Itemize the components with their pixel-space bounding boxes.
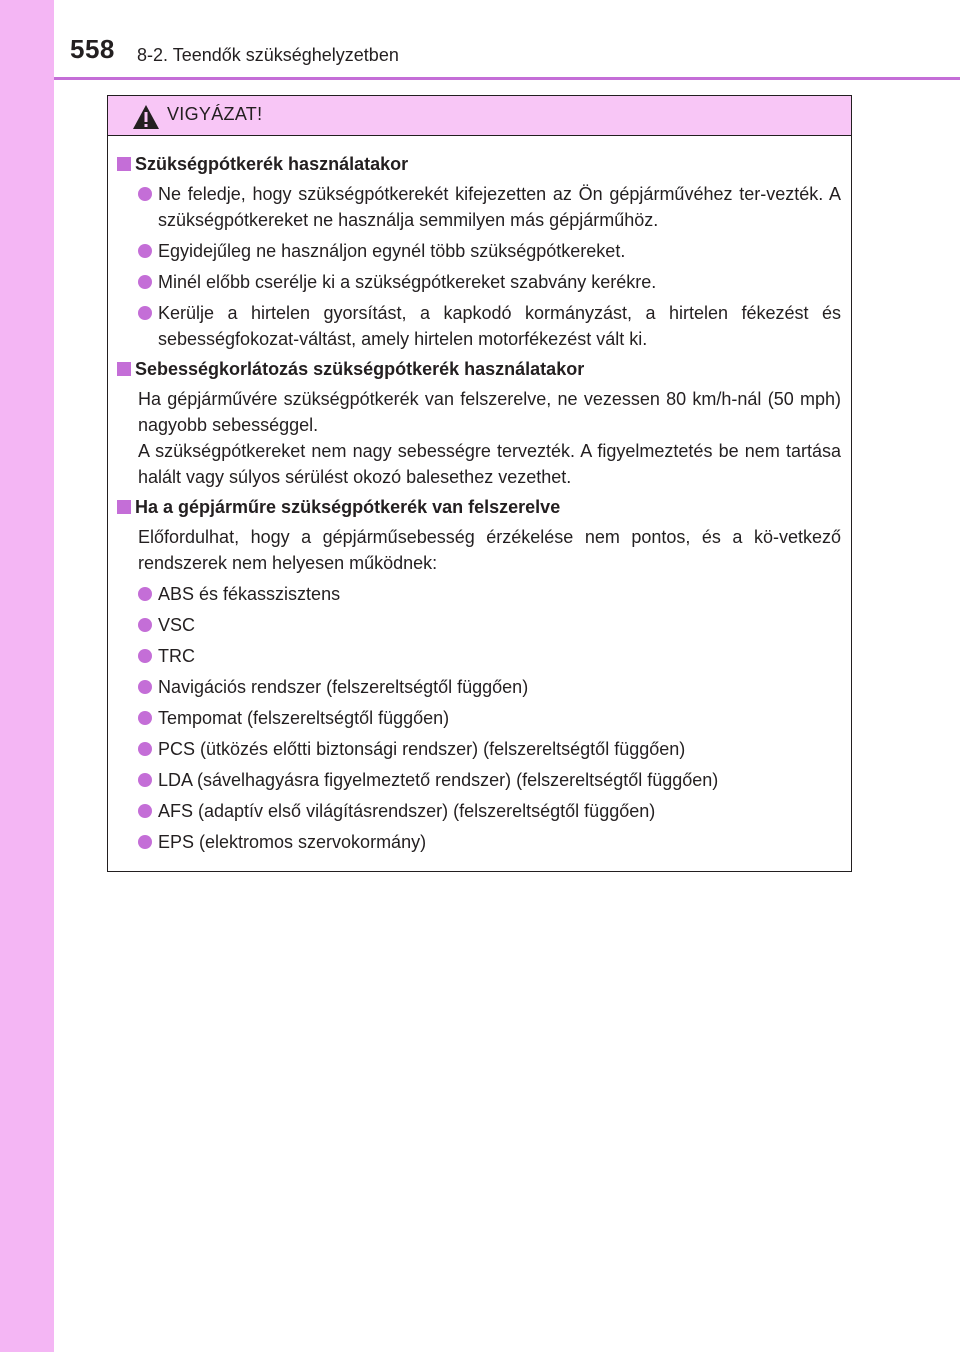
list-item-text: VSC: [158, 615, 196, 635]
round-bullet-icon: [138, 275, 152, 289]
caution-title: VIGYÁZAT!: [167, 104, 263, 124]
round-bullet-icon: [138, 804, 152, 818]
list-item-text: TRC: [158, 646, 195, 666]
section-heading-text: Szükségpótkerék használatakor: [135, 154, 409, 174]
list-item: [113, 181, 841, 233]
list-item: [113, 798, 841, 824]
list-item-text: PCS (ütközés előtti biztonsági rendszer) (felszereltségtől függően): [158, 739, 686, 759]
round-bullet-icon: [138, 835, 152, 849]
list-item-text: Egyidejűleg ne használjon egynél több szükségpótkereket.: [158, 241, 626, 261]
list-item: [113, 829, 841, 855]
list-item: [113, 269, 841, 295]
list-item: [113, 767, 841, 793]
caution-box: [107, 95, 852, 872]
round-bullet-icon: [138, 306, 152, 320]
section-heading: [113, 357, 841, 381]
list-item: [113, 736, 841, 762]
list-item-text: LDA (sávelhagyásra figyelmeztető rendszer) (felszereltségtől függően): [158, 770, 719, 790]
square-bullet-icon: [117, 500, 131, 514]
round-bullet-icon: [138, 244, 152, 258]
round-bullet-icon: [138, 742, 152, 756]
list-item-text: Minél előbb cserélje ki a szükségpótkereket szabvány kerékre.: [158, 272, 657, 292]
caution-header: [108, 96, 851, 136]
square-bullet-icon: [117, 157, 131, 171]
header-rule: [54, 77, 960, 80]
round-bullet-icon: [138, 618, 152, 632]
list-item: [113, 612, 841, 638]
section-title: 8-2. Teendők szükséghelyzetben: [137, 45, 399, 65]
caution-body: [108, 136, 851, 855]
list-item-text: Kerülje a hirtelen gyorsítást, a kapkodó kormányzást, a hirtelen fékezést és sebességfokozat-váltást, amely hirtelen motorfékezést vált ki.: [158, 303, 841, 349]
page-number: 558: [70, 34, 115, 64]
list-item: [113, 300, 841, 352]
round-bullet-icon: [138, 587, 152, 601]
round-bullet-icon: [138, 680, 152, 694]
list-item: [113, 238, 841, 264]
paragraph: Ha gépjárművére szükségpótkerék van felszerelve, ne vezessen 80 km/h-nál (50 mph) nagyobb sebességgel.: [138, 389, 841, 435]
list-item-text: AFS (adaptív első világításrendszer) (felszereltségtől függően): [158, 801, 656, 821]
warning-triangle-icon: [132, 104, 160, 130]
list-item-text: ABS és fékasszisztens: [158, 584, 341, 604]
list-item: [113, 643, 841, 669]
round-bullet-icon: [138, 773, 152, 787]
round-bullet-icon: [138, 187, 152, 201]
round-bullet-icon: [138, 711, 152, 725]
section-heading: [113, 495, 841, 519]
round-bullet-icon: [138, 649, 152, 663]
list-item-text: EPS (elektromos szervokormány): [158, 832, 427, 852]
list-item: [113, 705, 841, 731]
list-item-text: Tempomat (felszereltségtől függően): [158, 708, 450, 728]
side-color-band: [0, 0, 54, 1352]
list-item-text: Navigációs rendszer (felszereltségtől függően): [158, 677, 529, 697]
list-item: [113, 674, 841, 700]
paragraph: Előfordulhat, hogy a gépjárműsebesség érzékelése nem pontos, és a kö-vetkező rendszerek nem helyesen működnek:: [138, 527, 841, 573]
section-heading-text: Ha a gépjárműre szükségpótkerék van felszerelve: [135, 497, 561, 517]
list-item: [113, 581, 841, 607]
list-item-text: Ne feledje, hogy szükségpótkerekét kifejezetten az Ön gépjárművéhez ter-vezték. A szükségpótkereket ne használja semmilyen más gépjárműhöz.: [158, 184, 841, 230]
section-heading: [113, 152, 841, 176]
section-heading-text: Sebességkorlátozás szükségpótkerék használatakor: [135, 359, 585, 379]
paragraph: A szükségpótkereket nem nagy sebességre tervezték. A figyelmeztetés be nem tartása halált vagy súlyos sérülést okozó balesethez vezethet.: [138, 441, 841, 487]
square-bullet-icon: [117, 362, 131, 376]
